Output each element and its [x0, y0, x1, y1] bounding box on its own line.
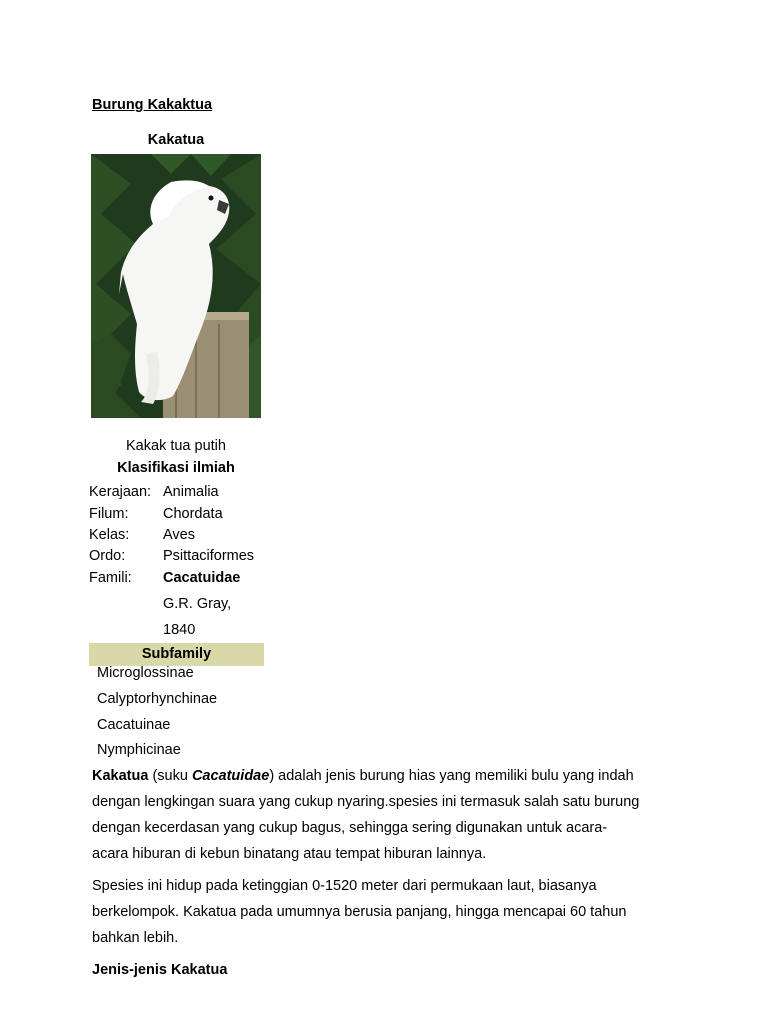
- taxonomy-label: Famili:: [89, 570, 132, 586]
- subfamily-item: Microglossinae: [97, 665, 194, 681]
- taxonomy-label: Ordo:: [89, 548, 126, 564]
- taxonomy-row-family: [89, 570, 269, 591]
- subfamily-item: Nymphicinae: [97, 742, 181, 758]
- taxon-year: 1840: [163, 622, 196, 638]
- image-caption: Kakak tua putih: [126, 438, 226, 454]
- taxonomy-value: Aves: [163, 527, 195, 543]
- paragraph-line: dengan kecerdasan yang cukup bagus, sehingga sering digunakan untuk acara-: [92, 820, 608, 836]
- term-cacatuidae: Cacatuidae: [191, 768, 270, 784]
- infobox-title: Kakatua: [147, 132, 205, 148]
- subfamily-item: Cacatuinae: [97, 717, 171, 733]
- paragraph-line: berkelompok. Kakatua pada umumnya berusia panjang, hingga mencapai 60 tahun: [92, 904, 627, 920]
- paragraph-line: bahkan lebih.: [92, 930, 179, 946]
- taxonomy-value: Animalia: [163, 484, 219, 500]
- paragraph-text: (suku: [148, 768, 192, 784]
- intro-paragraph: [92, 763, 692, 867]
- cockatoo-photo: [91, 154, 261, 418]
- taxonomy-label: Kelas:: [89, 527, 130, 543]
- paragraph-line: [92, 763, 692, 789]
- paragraph-line: Spesies ini hidup pada ketinggian 0-1520 meter dari permukaan laut, biasanya: [92, 878, 597, 894]
- taxonomy-row-kingdom: [89, 484, 269, 505]
- classification-heading: Klasifikasi ilmiah: [117, 460, 235, 476]
- taxonomy-value: Psittaciformes: [163, 548, 255, 564]
- taxonomy-label: Kerajaan:: [89, 484, 152, 500]
- taxonomy-value: Chordata: [163, 506, 223, 522]
- paragraph-text: ) adalah jenis burung hias yang memiliki bulu yang indah: [269, 768, 634, 784]
- subfamily-heading: Subfamily: [89, 643, 264, 666]
- document-title: Burung Kakaktua: [92, 97, 213, 113]
- term-kakatua: Kakatua: [92, 768, 149, 784]
- section-heading: Jenis-jenis Kakatua: [92, 962, 228, 978]
- habitat-paragraph: [92, 873, 692, 951]
- taxonomy-value: Cacatuidae: [163, 570, 241, 586]
- taxon-author: G.R. Gray,: [163, 596, 232, 612]
- taxonomy-label: Filum:: [89, 506, 129, 522]
- taxonomy-row-class: [89, 527, 269, 548]
- taxonomy-row-phylum: [89, 506, 269, 527]
- subfamily-item: Calyptorhynchinae: [97, 691, 218, 707]
- paragraph-line: acara hiburan di kebun binatang atau tempat hiburan lainnya.: [92, 846, 487, 862]
- taxonomy-row-order: [89, 548, 269, 569]
- paragraph-line: dengan lengkingan suara yang cukup nyaring.spesies ini termasuk salah satu burung: [92, 794, 640, 810]
